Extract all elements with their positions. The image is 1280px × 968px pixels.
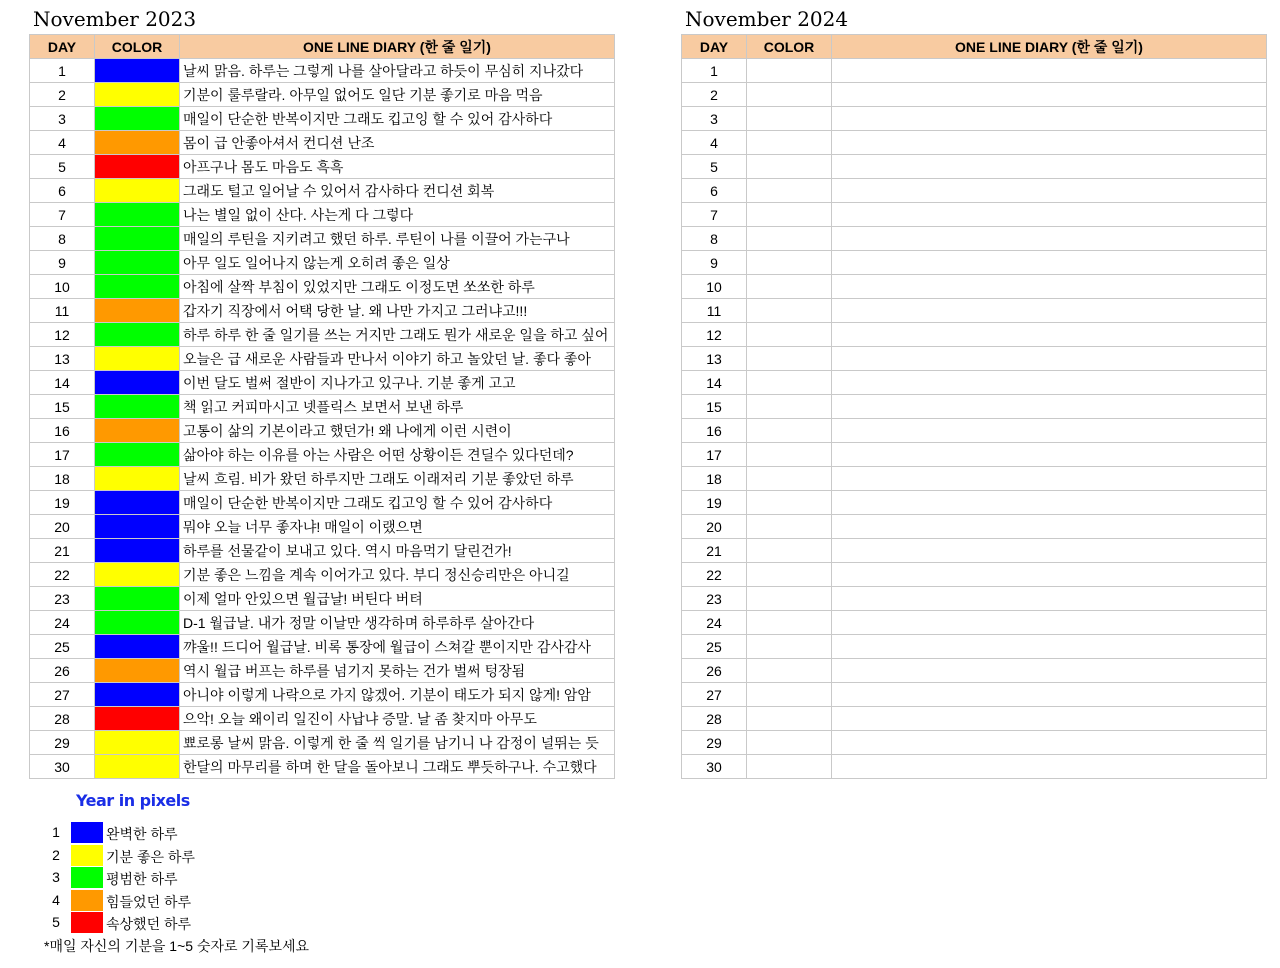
color-cell[interactable] [95, 395, 180, 419]
right-title: November 2024 [685, 7, 849, 31]
day-cell: 29 [30, 731, 95, 755]
diary-cell[interactable] [832, 515, 1267, 539]
legend-swatch [71, 867, 103, 888]
left-title: November 2023 [33, 7, 197, 31]
day-cell: 13 [30, 347, 95, 371]
day-cell: 8 [30, 227, 95, 251]
color-cell[interactable] [747, 59, 832, 83]
day-cell: 3 [30, 107, 95, 131]
color-cell[interactable] [747, 491, 832, 515]
day-header: DAY [30, 35, 95, 59]
day-cell: 19 [682, 491, 747, 515]
diary-header: ONE LINE DIARY (한 줄 일기) [180, 35, 615, 59]
diary-cell[interactable]: 이번 달도 벌써 절반이 지나가고 있구나. 기분 좋게 고고 [180, 371, 615, 395]
color-cell[interactable] [747, 83, 832, 107]
table-row [30, 563, 615, 587]
day-cell: 13 [682, 347, 747, 371]
day-cell: 23 [30, 587, 95, 611]
color-cell[interactable] [747, 419, 832, 443]
day-cell: 12 [682, 323, 747, 347]
day-cell: 16 [30, 419, 95, 443]
day-cell: 27 [30, 683, 95, 707]
diary-cell[interactable]: 역시 월급 버프는 하루를 넘기지 못하는 건가 벌써 텅장됨 [180, 659, 615, 683]
day-cell: 20 [30, 515, 95, 539]
diary-cell[interactable] [832, 83, 1267, 107]
day-cell: 6 [30, 179, 95, 203]
color-cell[interactable] [747, 107, 832, 131]
legend-label: 평범한 하루 [106, 871, 178, 887]
day-cell: 28 [30, 707, 95, 731]
day-cell: 11 [30, 299, 95, 323]
diary-cell[interactable] [832, 203, 1267, 227]
table-row [682, 611, 1267, 635]
color-cell[interactable] [747, 131, 832, 155]
color-cell[interactable] [747, 203, 832, 227]
day-cell: 23 [682, 587, 747, 611]
day-cell: 21 [30, 539, 95, 563]
legend-number: 5 [52, 914, 60, 930]
diary-cell[interactable]: 아프구나 몸도 마음도 흑흑 [180, 155, 615, 179]
color-cell[interactable] [95, 659, 180, 683]
color-cell[interactable] [747, 179, 832, 203]
table-row [30, 227, 615, 251]
color-cell[interactable] [747, 659, 832, 683]
day-cell: 3 [682, 107, 747, 131]
table-row [30, 611, 615, 635]
table-row [30, 371, 615, 395]
color-cell[interactable] [747, 347, 832, 371]
table-row [682, 707, 1267, 731]
legend-note: *매일 자신의 기분을 1~5 숫자로 기록보세요 [44, 938, 310, 954]
table-row [682, 395, 1267, 419]
day-cell: 15 [30, 395, 95, 419]
table-row [682, 419, 1267, 443]
color-cell[interactable] [95, 611, 180, 635]
diary-cell[interactable]: D-1 월급날. 내가 정말 이날만 생각하며 하루하루 살아간다 [180, 611, 615, 635]
color-cell[interactable] [747, 755, 832, 779]
day-cell: 14 [30, 371, 95, 395]
day-cell: 9 [30, 251, 95, 275]
table-row [30, 251, 615, 275]
diary-cell[interactable] [832, 539, 1267, 563]
diary-cell[interactable] [832, 323, 1267, 347]
diary-cell[interactable] [832, 275, 1267, 299]
diary-cell[interactable] [832, 155, 1267, 179]
color-cell[interactable] [95, 731, 180, 755]
table-row [30, 707, 615, 731]
day-cell: 6 [682, 179, 747, 203]
diary-cell[interactable] [832, 707, 1267, 731]
table-row [682, 275, 1267, 299]
diary-cell[interactable]: 날씨 맑음. 하루는 그렇게 나를 살아달라고 하듯이 무심히 지나갔다 [180, 59, 615, 83]
color-cell[interactable] [747, 443, 832, 467]
table-row [30, 179, 615, 203]
table-row [682, 347, 1267, 371]
diary-cell[interactable]: 아침에 살짝 부침이 있었지만 그래도 이정도면 쏘쏘한 하루 [180, 275, 615, 299]
diary-cell[interactable]: 매일의 루틴을 지키려고 했던 하루. 루틴이 나를 이끌어 가는구나 [180, 227, 615, 251]
color-cell[interactable] [95, 419, 180, 443]
diary-cell[interactable]: 꺄울!! 드디어 월급날. 비록 통장에 월급이 스쳐갈 뿐이지만 감사감사 [180, 635, 615, 659]
table-row [30, 347, 615, 371]
diary-cell[interactable] [832, 491, 1267, 515]
legend-swatch [71, 845, 103, 866]
diary-cell[interactable]: 삶아야 하는 이유를 아는 사람은 어떤 상황이든 견딜수 있다던데? [180, 443, 615, 467]
diary-cell[interactable]: 매일이 단순한 반복이지만 그래도 킵고잉 할 수 있어 감사하다 [180, 491, 615, 515]
diary-cell[interactable] [832, 179, 1267, 203]
color-cell[interactable] [95, 203, 180, 227]
day-cell: 4 [682, 131, 747, 155]
day-cell: 30 [682, 755, 747, 779]
table-row [682, 131, 1267, 155]
diary-cell[interactable]: 몸이 급 안좋아셔서 컨디션 난조 [180, 131, 615, 155]
legend-swatch [71, 912, 103, 933]
legend-label: 속상했던 하루 [106, 916, 192, 932]
diary-cell[interactable] [832, 59, 1267, 83]
color-cell[interactable] [747, 371, 832, 395]
color-cell[interactable] [95, 83, 180, 107]
table-row [682, 755, 1267, 779]
day-cell: 10 [682, 275, 747, 299]
diary-cell[interactable] [832, 251, 1267, 275]
legend-number: 4 [52, 891, 60, 908]
legend-label: 기분 좋은 하루 [106, 848, 195, 865]
diary-cell[interactable]: 날씨 흐림. 비가 왔던 하루지만 그래도 이래저리 기분 좋았던 하루 [180, 467, 615, 491]
diary-cell[interactable]: 아니야 이렇게 나락으로 가지 않겠어. 기분이 태도가 되지 않게! 암암 [180, 683, 615, 707]
color-cell[interactable] [95, 155, 180, 179]
table-row [30, 395, 615, 419]
day-cell: 21 [682, 539, 747, 563]
color-cell[interactable] [95, 59, 180, 83]
table-row [682, 539, 1267, 563]
table-row [682, 299, 1267, 323]
diary-cell[interactable] [832, 347, 1267, 371]
color-cell[interactable] [95, 251, 180, 275]
day-cell: 7 [682, 203, 747, 227]
table-row [682, 203, 1267, 227]
table-row [30, 131, 615, 155]
day-cell: 14 [682, 371, 747, 395]
table-row [682, 107, 1267, 131]
day-cell: 17 [682, 443, 747, 467]
day-cell: 4 [30, 131, 95, 155]
legend-title: Year in pixels [76, 791, 190, 810]
diary-cell[interactable]: 나는 별일 없이 산다. 사는게 다 그렇다 [180, 203, 615, 227]
diary-cell[interactable]: 기분이 룰루랄라. 아무일 없어도 일단 기분 좋기로 마음 먹음 [180, 83, 615, 107]
diary-cell[interactable] [832, 611, 1267, 635]
color-cell[interactable] [747, 635, 832, 659]
diary-cell[interactable]: 뭐야 오늘 너무 좋자냐! 매일이 이랬으면 [180, 515, 615, 539]
right-header-row [682, 35, 1267, 59]
color-cell[interactable] [95, 107, 180, 131]
table-row [682, 563, 1267, 587]
color-cell[interactable] [747, 299, 832, 323]
diary-cell[interactable] [832, 107, 1267, 131]
day-cell: 25 [682, 635, 747, 659]
table-row [30, 299, 615, 323]
day-header: DAY [682, 35, 747, 59]
day-cell: 18 [30, 467, 95, 491]
right-diary-table [681, 34, 1267, 779]
day-cell: 30 [30, 755, 95, 779]
color-cell[interactable] [747, 731, 832, 755]
diary-cell[interactable] [832, 227, 1267, 251]
color-cell[interactable] [95, 683, 180, 707]
diary-cell[interactable] [832, 635, 1267, 659]
legend-label: 완벽한 하루 [106, 826, 178, 842]
day-cell: 19 [30, 491, 95, 515]
diary-cell[interactable]: 하루 하루 한 줄 일기를 쓰는 거지만 그래도 뭔가 새로운 일을 하고 싶어 [180, 323, 615, 347]
diary-cell[interactable]: 책 읽고 커피마시고 넷플릭스 보면서 보낸 하루 [180, 395, 615, 419]
day-cell: 5 [682, 155, 747, 179]
table-row [30, 155, 615, 179]
diary-cell[interactable]: 으악! 오늘 왜이리 일진이 사납냐 증말. 날 좀 찾지마 아무도 [180, 707, 615, 731]
diary-cell[interactable]: 한달의 마무리를 하며 한 달을 돌아보니 그래도 뿌듯하구나. 수고했다 [180, 755, 615, 779]
table-row [682, 179, 1267, 203]
diary-cell[interactable] [832, 731, 1267, 755]
color-cell[interactable] [95, 443, 180, 467]
legend-item [48, 845, 348, 867]
table-row [682, 83, 1267, 107]
diary-cell[interactable]: 매일이 단순한 반복이지만 그래도 킵고잉 할 수 있어 감사하다 [180, 107, 615, 131]
color-header: COLOR [95, 35, 180, 59]
diary-cell[interactable] [832, 755, 1267, 779]
color-cell[interactable] [747, 275, 832, 299]
table-row [30, 83, 615, 107]
legend-swatch [71, 890, 103, 911]
diary-cell[interactable]: 오늘은 급 새로운 사람들과 만나서 이야기 하고 놀았던 날. 좋다 좋아 [180, 347, 615, 371]
day-cell: 9 [682, 251, 747, 275]
table-row [30, 515, 615, 539]
day-cell: 1 [30, 59, 95, 83]
table-row [30, 467, 615, 491]
day-cell: 18 [682, 467, 747, 491]
diary-cell[interactable] [832, 587, 1267, 611]
table-row [30, 635, 615, 659]
diary-cell[interactable] [832, 659, 1267, 683]
color-cell[interactable] [95, 539, 180, 563]
color-cell[interactable] [95, 491, 180, 515]
diary-cell[interactable] [832, 683, 1267, 707]
table-row [30, 275, 615, 299]
day-cell: 22 [682, 563, 747, 587]
diary-cell[interactable]: 아무 일도 일어나지 않는게 오히려 좋은 일상 [180, 251, 615, 275]
day-cell: 22 [30, 563, 95, 587]
day-cell: 11 [682, 299, 747, 323]
color-cell[interactable] [95, 275, 180, 299]
day-cell: 15 [682, 395, 747, 419]
diary-cell[interactable] [832, 395, 1267, 419]
color-cell[interactable] [95, 371, 180, 395]
table-row [682, 467, 1267, 491]
day-cell: 20 [682, 515, 747, 539]
table-row [682, 731, 1267, 755]
color-cell[interactable] [95, 347, 180, 371]
legend-label: 힘들었던 하루 [106, 893, 192, 910]
table-row [30, 203, 615, 227]
legend-item [48, 867, 348, 889]
color-cell[interactable] [747, 587, 832, 611]
table-row [30, 491, 615, 515]
color-cell[interactable] [95, 131, 180, 155]
day-cell: 10 [30, 275, 95, 299]
color-cell[interactable] [95, 707, 180, 731]
diary-cell[interactable] [832, 563, 1267, 587]
diary-cell[interactable] [832, 299, 1267, 323]
diary-cell[interactable]: 고통이 삶의 기본이라고 했던가! 왜 나에게 이런 시련이 [180, 419, 615, 443]
table-row [682, 251, 1267, 275]
diary-cell[interactable]: 갑자기 직장에서 어택 당한 날. 왜 나만 가지고 그러냐고!!! [180, 299, 615, 323]
table-row [682, 491, 1267, 515]
legend-item [48, 912, 348, 934]
color-cell[interactable] [747, 539, 832, 563]
table-row [30, 587, 615, 611]
table-row [682, 635, 1267, 659]
table-row [30, 755, 615, 779]
color-cell[interactable] [95, 635, 180, 659]
day-cell: 12 [30, 323, 95, 347]
diary-cell[interactable] [832, 443, 1267, 467]
day-cell: 24 [682, 611, 747, 635]
diary-cell[interactable]: 기분 좋은 느낌을 계속 이어가고 있다. 부디 정신승리만은 아니길 [180, 563, 615, 587]
diary-cell[interactable]: 뾰로롱 날씨 맑음. 이렇게 한 줄 씩 일기를 남기니 나 감정이 널뛰는 듯 [180, 731, 615, 755]
color-cell[interactable] [747, 683, 832, 707]
table-row [30, 107, 615, 131]
diary-cell[interactable] [832, 467, 1267, 491]
day-cell: 27 [682, 683, 747, 707]
diary-header: ONE LINE DIARY (한 줄 일기) [832, 35, 1267, 59]
legend-number: 1 [52, 824, 60, 840]
legend-number: 3 [52, 869, 60, 885]
day-cell: 16 [682, 419, 747, 443]
table-row [682, 587, 1267, 611]
table-row [682, 59, 1267, 83]
color-cell[interactable] [95, 755, 180, 779]
color-cell[interactable] [95, 587, 180, 611]
left-header-row [30, 35, 615, 59]
color-cell[interactable] [747, 155, 832, 179]
diary-cell[interactable] [832, 371, 1267, 395]
legend-swatch [71, 822, 103, 843]
day-cell: 24 [30, 611, 95, 635]
color-cell[interactable] [747, 251, 832, 275]
day-cell: 28 [682, 707, 747, 731]
color-cell[interactable] [747, 515, 832, 539]
diary-cell[interactable] [832, 131, 1267, 155]
day-cell: 26 [30, 659, 95, 683]
legend-item [48, 822, 348, 844]
color-cell[interactable] [747, 611, 832, 635]
color-cell[interactable] [95, 515, 180, 539]
day-cell: 17 [30, 443, 95, 467]
day-cell: 8 [682, 227, 747, 251]
table-row [682, 683, 1267, 707]
color-cell[interactable] [95, 179, 180, 203]
table-row [682, 659, 1267, 683]
day-cell: 2 [30, 83, 95, 107]
day-cell: 7 [30, 203, 95, 227]
color-header: COLOR [747, 35, 832, 59]
diary-cell[interactable]: 이제 얼마 안있으면 월급날! 버틴다 버텨 [180, 587, 615, 611]
diary-cell[interactable]: 그래도 털고 일어날 수 있어서 감사하다 컨디션 회복 [180, 179, 615, 203]
color-cell[interactable] [95, 563, 180, 587]
table-row [682, 443, 1267, 467]
color-cell[interactable] [95, 227, 180, 251]
color-cell[interactable] [747, 395, 832, 419]
color-cell[interactable] [747, 323, 832, 347]
day-cell: 26 [682, 659, 747, 683]
day-cell: 5 [30, 155, 95, 179]
table-row [30, 443, 615, 467]
table-row [30, 731, 615, 755]
color-cell[interactable] [747, 467, 832, 491]
color-cell[interactable] [95, 299, 180, 323]
table-row [682, 155, 1267, 179]
diary-cell[interactable] [832, 419, 1267, 443]
table-row [682, 323, 1267, 347]
table-row [30, 323, 615, 347]
table-row [30, 659, 615, 683]
table-row [682, 227, 1267, 251]
diary-cell[interactable]: 하루를 선물같이 보내고 있다. 역시 마음먹기 달린건가! [180, 539, 615, 563]
day-cell: 29 [682, 731, 747, 755]
table-row [30, 59, 615, 83]
table-row [682, 515, 1267, 539]
color-cell[interactable] [95, 467, 180, 491]
day-cell: 2 [682, 83, 747, 107]
color-cell[interactable] [95, 323, 180, 347]
left-diary-table [29, 34, 615, 779]
table-row [30, 539, 615, 563]
table-row [30, 683, 615, 707]
legend-number: 2 [52, 846, 60, 863]
color-cell[interactable] [747, 227, 832, 251]
legend-item [48, 890, 348, 912]
color-cell[interactable] [747, 707, 832, 731]
color-cell[interactable] [747, 563, 832, 587]
day-cell: 25 [30, 635, 95, 659]
table-row [682, 371, 1267, 395]
day-cell: 1 [682, 59, 747, 83]
table-row [30, 419, 615, 443]
